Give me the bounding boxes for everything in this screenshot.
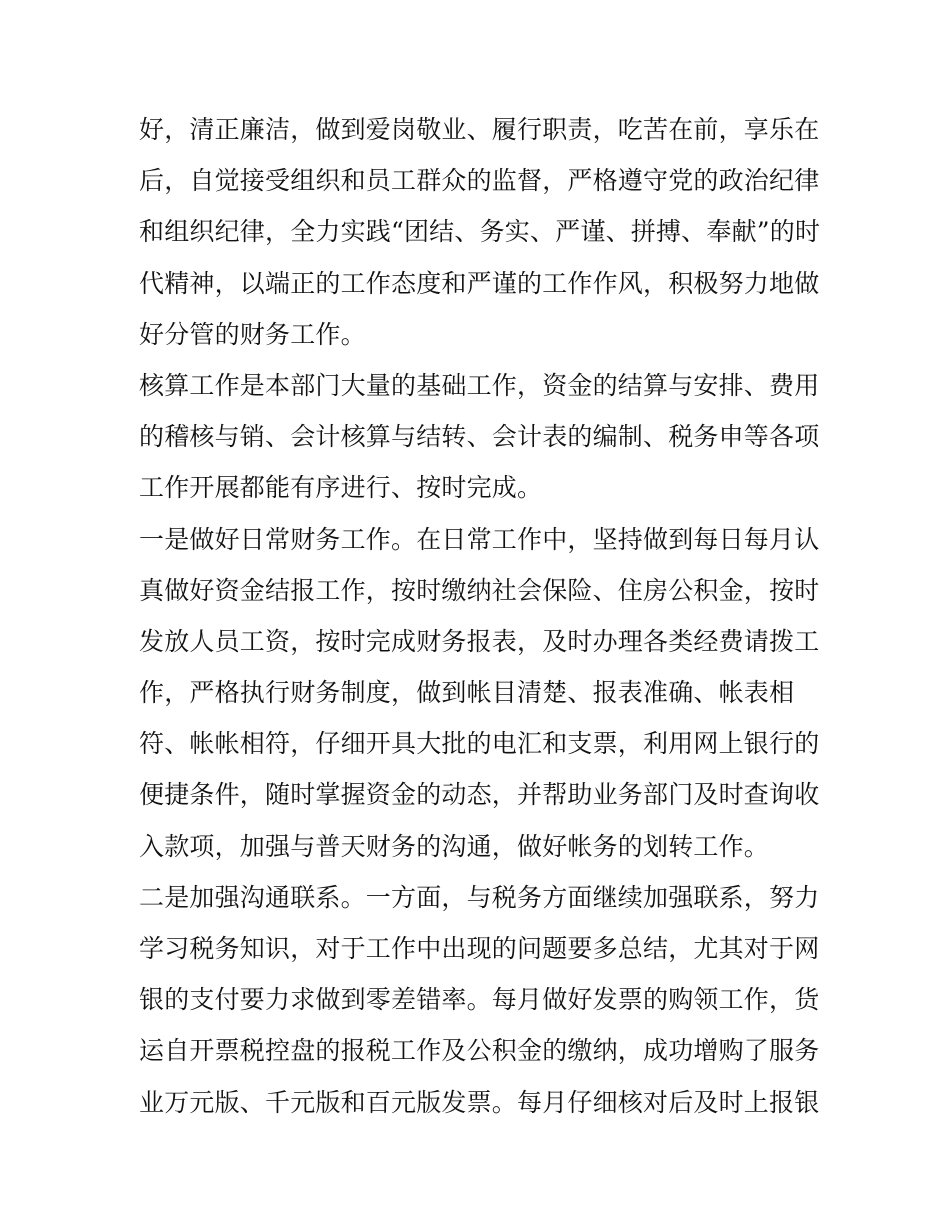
text-line: 运自开票税控盘的报税工作及公积金的缴纳，成功增购了服务 <box>139 1036 820 1066</box>
text-line: 的稽核与销、会计核算与结转、会计表的编制、税务申等各项 <box>139 422 820 452</box>
text-line: 好分管的财务工作。 <box>139 319 366 349</box>
text-line: 发放人员工资，按时完成财务报表，及时办理各类经费请拨工 <box>139 626 820 656</box>
text-line: 便捷条件，随时掌握资金的动态，并帮助业务部门及时查询收 <box>139 780 820 810</box>
text-line: 学习税务知识，对于工作中出现的问题要多总结，尤其对于网 <box>139 934 820 963</box>
text-line: 和组织纪律，全力实践“团结、务实、严谨、拼搏、奉献”的时 <box>139 217 821 247</box>
text-line: 二是加强沟通联系。一方面，与税务方面继续加强联系，努力 <box>139 882 820 912</box>
text-line: 工作开展都能有序进行、按时完成。 <box>139 473 543 503</box>
text-line: 一是做好日常财务工作。在日常工作中，坚持做到每日每月认 <box>139 524 820 554</box>
body-text <box>139 112 829 1136</box>
text-line: 入款项，加强与普天财务的沟通，做好帐务的划转工作。 <box>139 831 770 861</box>
text-line: 业万元版、千元版和百元版发票。每月仔细核对后及时上报银 <box>139 1087 820 1117</box>
text-line: 好，清正廉洁，做到爱岗敬业、履行职责，吃苦在前，享乐在 <box>139 115 820 144</box>
text-line: 符、帐帐相符，仔细开具大批的电汇和支票，利用网上银行的 <box>139 729 820 759</box>
text-line: 后，自觉接受组织和员工群众的监督，严格遵守党的政治纪律 <box>139 166 820 196</box>
text-line: 作，严格执行财务制度，做到帐目清楚、报表准确、帐表相 <box>139 678 795 708</box>
text-line: 银的支付要力求做到零差错率。每月做好发票的购领工作，货 <box>139 985 820 1015</box>
text-line: 真做好资金结报工作，按时缴纳社会保险、住房公积金，按时 <box>139 575 820 605</box>
text-line: 核算工作是本部门大量的基础工作，资金的结算与安排、费用 <box>139 370 820 400</box>
text-line: 代精神，以端正的工作态度和严谨的工作作风，积极努力地做 <box>139 268 820 298</box>
